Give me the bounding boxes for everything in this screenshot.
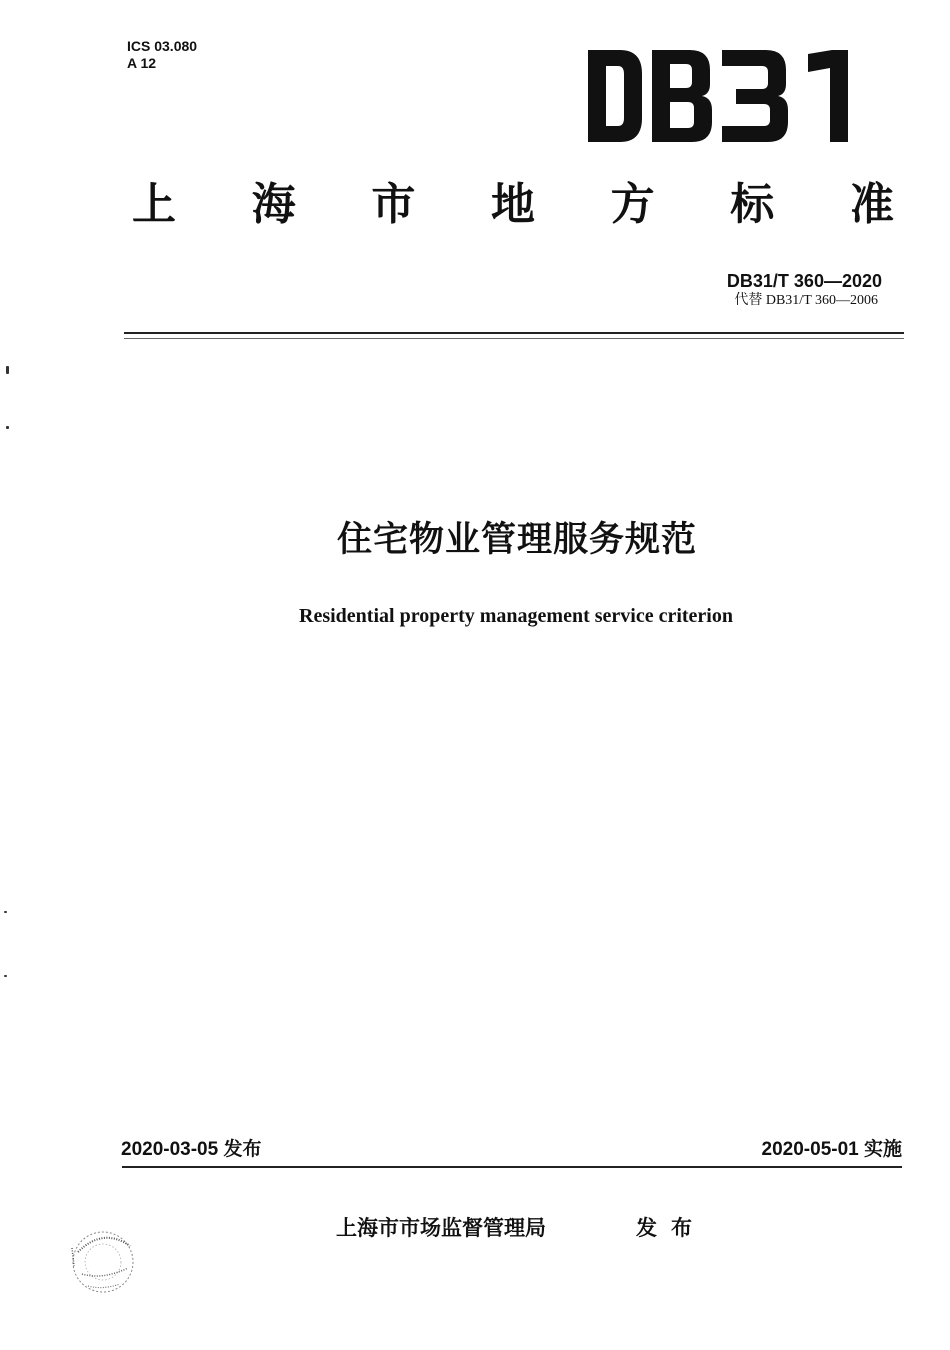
replaces-standard: 代替 DB31/T 360—2006 xyxy=(734,293,878,308)
standard-type-char: 标 xyxy=(730,179,775,230)
standard-type-char: 海 xyxy=(251,179,296,230)
standard-type-heading xyxy=(132,178,894,232)
scan-speck xyxy=(4,911,7,913)
db31-logo xyxy=(586,44,856,148)
standard-type-char: 准 xyxy=(849,179,894,230)
standard-code: DB31/T 360—2020 xyxy=(726,271,882,291)
scan-speck xyxy=(6,426,9,429)
standard-type-char: 上 xyxy=(132,179,176,230)
header-divider-thin xyxy=(124,338,904,339)
header-divider xyxy=(124,332,904,334)
document-title-english: Residential property management service criterion xyxy=(299,605,733,627)
publisher-action: 发布 xyxy=(636,1216,706,1240)
ccs-code: A 12 xyxy=(127,55,157,71)
ics-code: ICS 03.080 xyxy=(127,38,198,54)
implement-date: 2020-05-01 实施 xyxy=(761,1139,902,1160)
footer-divider xyxy=(122,1166,902,1168)
standard-type-char: 方 xyxy=(610,179,655,230)
watermark-stamp xyxy=(58,1222,148,1302)
publisher-name: 上海市市场监督管理局 xyxy=(336,1216,546,1240)
scan-speck xyxy=(6,366,9,374)
document-title-chinese: 住宅物业管理服务规范 xyxy=(336,520,697,560)
standard-type-char: 市 xyxy=(371,179,416,230)
standard-type-char: 地 xyxy=(490,179,535,230)
publish-date: 2020-03-05 发布 xyxy=(121,1139,262,1160)
scan-speck xyxy=(4,975,7,977)
